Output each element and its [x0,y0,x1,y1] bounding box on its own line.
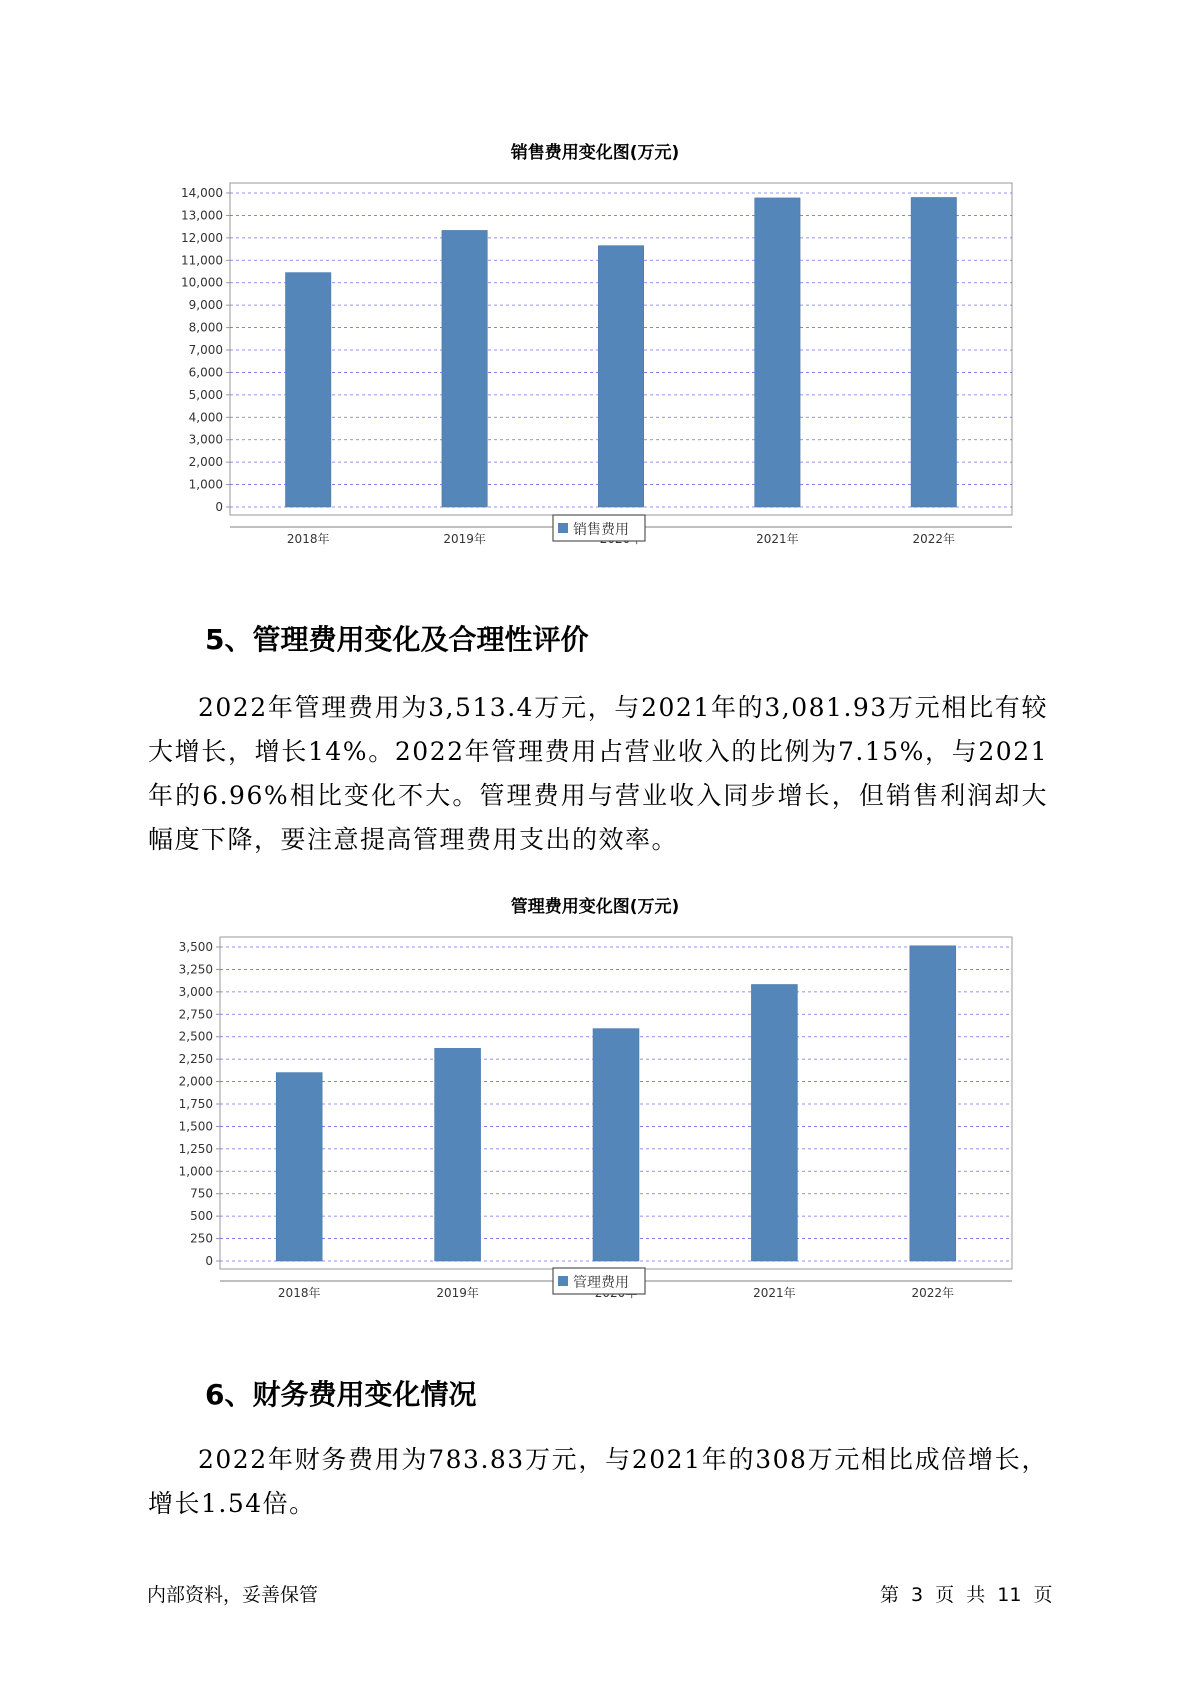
y-tick-label: 13,000 [181,208,223,223]
bar [755,198,800,507]
section-6-paragraph: 2022年财务费用为783.83万元，与2021年的308万元相比成倍增长，增长1.54倍。 [148,1445,1048,1518]
y-tick-label: 0 [205,1254,213,1268]
bar [442,230,487,507]
y-tick-label: 3,250 [178,962,213,977]
y-tick-label: 2,000 [178,1074,213,1089]
y-tick-label: 11,000 [181,253,223,268]
y-tick-label: 14,000 [181,186,223,200]
section-5-paragraph: 2022年管理费用为3,513.4万元，与2021年的3,081.93万元相比有较大增长，增长14%。2022年管理费用占营业收入的比例为7.15%，与2021年的6.96%相比变化不大。管理费用与营业收入同步增长，但销售利润却大幅度下降，要注意提高管理费用支出的效率。 [148,693,1048,854]
x-tick-label: 2019年 [443,532,486,546]
y-tick-label: 750 [190,1186,213,1201]
y-tick-label: 500 [190,1209,213,1224]
plot-area [181,183,1012,546]
y-tick-label: 3,500 [178,940,213,954]
footer-confidential-note: 内部资料，妥善保管 [147,1584,319,1606]
admin-expense-chart [0,884,1191,1344]
y-tick-label: 1,250 [178,1141,213,1156]
x-tick-label: 2019年 [436,1286,479,1300]
y-tick-label: 12,000 [181,230,223,245]
plot-area [179,937,1012,1300]
y-tick-label: 250 [190,1231,213,1246]
bar [276,1073,322,1261]
x-tick-label: 2022年 [911,1286,955,1300]
y-tick-label: 10,000 [181,275,223,290]
bar [435,1048,481,1261]
y-tick-label: 3,000 [188,432,223,447]
y-tick-label: 8,000 [188,320,223,335]
y-tick-label: 2,750 [178,1007,213,1022]
legend-swatch [558,1276,568,1286]
x-tick-label: 2021年 [756,532,799,546]
legend-swatch [558,523,568,533]
bar [598,246,643,507]
x-tick-label: 2018年 [286,532,330,546]
y-tick-label: 3,000 [178,984,213,999]
legend-label: 销售费用 [573,522,629,538]
x-tick-label: 2022年 [912,532,956,546]
sales-expense-chart-svg [0,130,1191,590]
y-tick-label: 0 [215,500,223,514]
y-tick-label: 7,000 [188,343,223,357]
y-tick-label: 9,000 [188,298,223,313]
y-tick-label: 2,500 [178,1029,213,1044]
x-tick-label: 2021年 [753,1286,796,1300]
chart-title: 销售费用变化图(万元) [510,143,680,163]
x-tick-label: 2018年 [277,1286,321,1300]
bar [286,273,331,507]
y-tick-label: 2,000 [188,455,223,470]
y-tick-label: 1,750 [178,1097,213,1111]
y-tick-label: 1,000 [178,1164,213,1179]
chart-legend [553,1268,645,1294]
section-5-heading: 5、管理费用变化及合理性评价 [205,623,589,656]
bar [911,197,956,507]
footer-page-number: 第 3 页 共 11 页 [880,1584,1053,1606]
y-tick-label: 4,000 [188,410,223,425]
bar [910,946,956,1261]
legend-label: 管理费用 [573,1275,629,1291]
y-tick-label: 5,000 [188,387,223,402]
y-tick-label: 6,000 [188,365,223,380]
y-tick-label: 2,250 [178,1052,213,1067]
admin-expense-chart-svg [0,884,1191,1344]
bar [751,985,797,1261]
section-6-heading: 6、财务费用变化情况 [205,1378,477,1411]
chart-legend [553,515,645,541]
bar [593,1029,639,1261]
y-tick-label: 1,500 [178,1119,213,1134]
sales-expense-chart [0,130,1191,590]
chart-title: 管理费用变化图(万元) [510,897,680,917]
y-tick-label: 1,000 [188,477,223,492]
